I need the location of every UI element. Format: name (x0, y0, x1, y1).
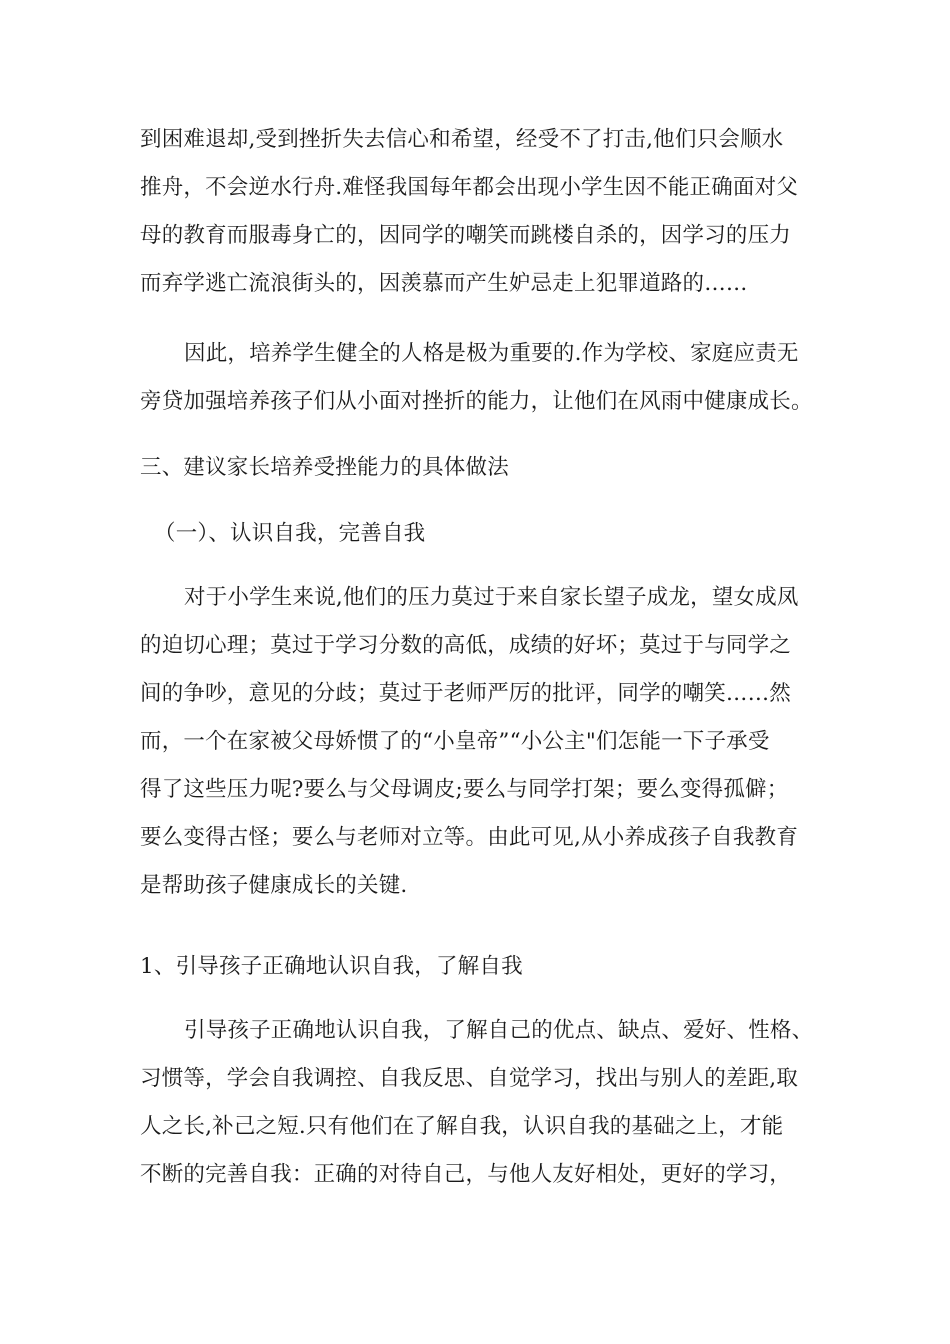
text-line: 因此，培养学生健全的人格是极为重要的.作为学校、家庭应责无 (184, 341, 799, 366)
text-line: 要么变得古怪；要么与老师对立等。由此可见,从小养成孩子自我教育 (140, 825, 799, 850)
subsection-heading (140, 514, 830, 553)
text-line: 而弃学逃亡流浪街头的，因羡慕而产生妒忌走上犯罪道路的…… (140, 271, 748, 296)
section-heading-text: 三、建议家长培养受挫能力的具体做法 (140, 455, 509, 480)
text-line: 是帮助孩子健康成长的关键. (140, 873, 408, 898)
text-line: 习惯等，学会自我调控、自我反思、自觉学习，找出与别人的差距,取 (140, 1066, 799, 1091)
text-line: 间的争吵，意见的分歧；莫过于老师严厉的批评，同学的嘲笑……然 (140, 681, 792, 706)
item-heading-1 (140, 947, 830, 986)
text-line: 得了这些压力呢?要么与父母调皮;要么与同学打架；要么变得孤僻； (140, 777, 789, 802)
paragraph-3 (140, 578, 830, 905)
text-line: 的迫切心理；莫过于学习分数的高低，成绩的好坏；莫过于与同学之 (140, 633, 792, 658)
text-line: 对于小学生来说,他们的压力莫过于来自家长望子成龙，望女成凤 (184, 585, 799, 610)
paragraph-4 (140, 1011, 830, 1194)
text-line: 推舟，不会逆水行舟.难怪我国每年都会出现小学生因不能正确面对父 (140, 175, 799, 200)
text-line: 母的教育而服毒身亡的，因同学的嘲笑而跳楼自杀的，因学习的压力 (140, 223, 792, 248)
text-line: 不断的完善自我：正确的对待自己，与他人友好相处，更好的学习， (140, 1162, 792, 1187)
text-line: 引导孩子正确地认识自我，了解自己的优点、缺点、爱好、性格、 (184, 1018, 814, 1043)
text-line: 旁贷加强培养孩子们从小面对挫折的能力，让他们在风雨中健康成长。 (140, 389, 813, 414)
item-heading-text: 1、引导孩子正确地认识自我，了解自我 (140, 954, 523, 979)
text-line: 人之长,补己之短.只有他们在了解自我，认识自我的基础之上，才能 (140, 1114, 784, 1139)
subsection-heading-text: （一）、认识自我，完善自我 (154, 521, 426, 546)
section-heading (140, 448, 830, 487)
text-line: 而，一个在家被父母娇惯了的“小皇帝”“小公主"们怎能一下子承受 (140, 729, 770, 754)
paragraph-2 (140, 334, 830, 421)
paragraph-1 (140, 120, 830, 303)
text-line: 到困难退却,受到挫折失去信心和希望，经受不了打击,他们只会顺水 (140, 127, 784, 152)
